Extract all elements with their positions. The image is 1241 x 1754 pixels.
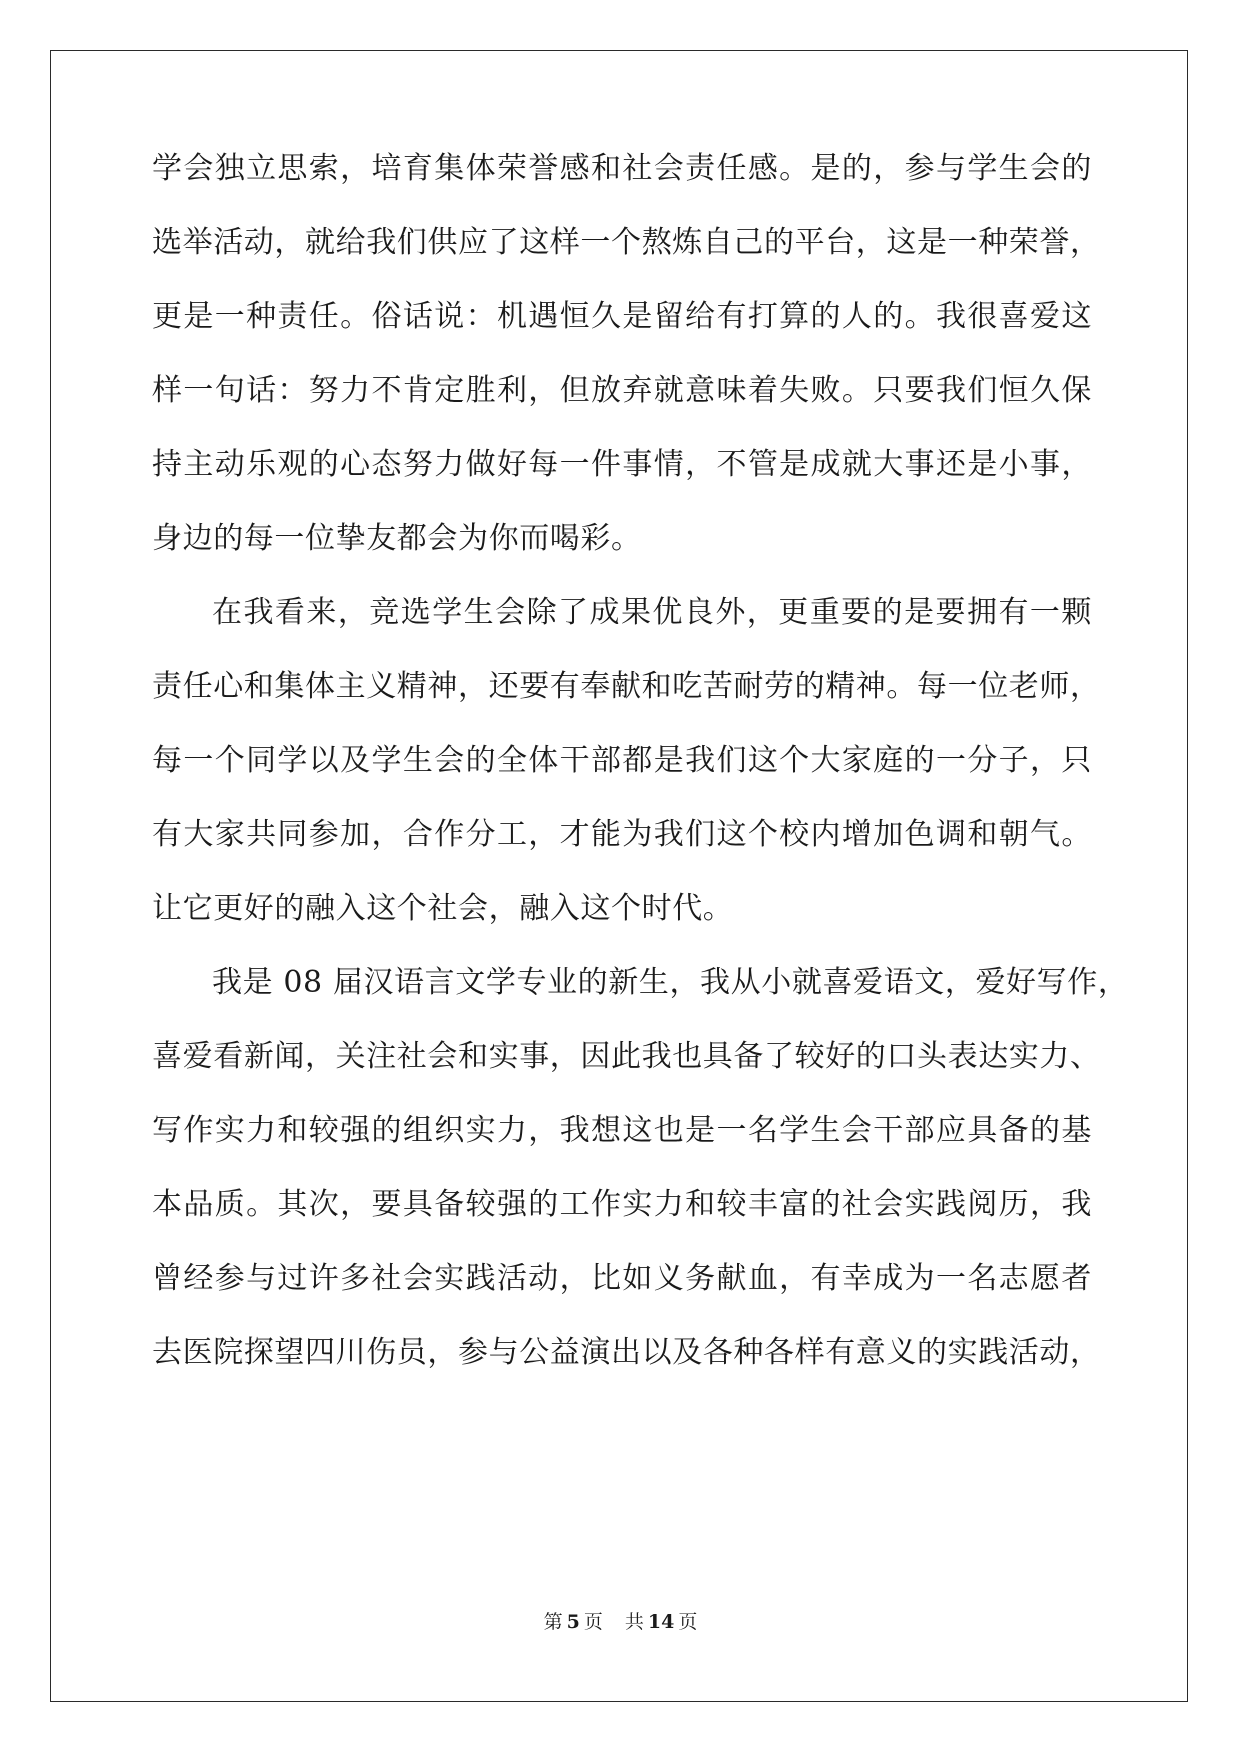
- page-suffix: 页: [583, 1611, 603, 1633]
- current-page-number: 5: [566, 1611, 580, 1633]
- body-text-line: 喜爱看新闻，关注社会和实事，因此我也具备了较好的口头表达实力、: [152, 1039, 1101, 1074]
- body-text-line: 选举活动，就给我们供应了这样一个熬炼自己的平台，这是一种荣誉，: [152, 225, 1101, 260]
- body-text-line: 本品质。其次，要具备较强的工作实力和较丰富的社会实践阅历，我: [152, 1187, 1092, 1222]
- body-text-line: 更是一种责任。俗话说：机遇恒久是留给有打算的人的。我很喜爱这: [152, 299, 1092, 334]
- page-footer: [0, 1610, 1241, 1634]
- body-text-line: 持主动乐观的心态努力做好每一件事情，不管是成就大事还是小事，: [152, 447, 1092, 482]
- paragraph-first-line: 我是 08 届汉语言文学专业的新生，我从小就喜爱语文，爱好写作，: [212, 965, 1129, 1000]
- body-text-line: 曾经参与过许多社会实践活动，比如义务献血，有幸成为一名志愿者: [152, 1261, 1092, 1296]
- body-text-line: 写作实力和较强的组织实力，我想这也是一名学生会干部应具备的基: [152, 1113, 1092, 1148]
- body-text-line: 样一句话：努力不肯定胜利，但放弃就意味着失败。只要我们恒久保: [152, 373, 1092, 408]
- total-page-count: 14: [647, 1611, 675, 1633]
- body-text-line: 学会独立思索，培育集体荣誉感和社会责任感。是的，参与学生会的: [152, 151, 1092, 186]
- body-text-line: 让它更好的融入这个社会，融入这个时代。: [152, 891, 734, 926]
- page-prefix: 第: [543, 1611, 563, 1633]
- body-text-line: 去医院探望四川伤员，参与公益演出以及各种各样有意义的实践活动，: [152, 1335, 1101, 1370]
- body-text-line: 每一个同学以及学生会的全体干部都是我们这个大家庭的一分子，只: [152, 743, 1092, 778]
- paragraph-first-line: 在我看来，竞选学生会除了成果优良外，更重要的是要拥有一颗: [212, 595, 1092, 630]
- body-text-line: 身边的每一位挚友都会为你而喝彩。: [152, 521, 642, 556]
- total-prefix: 共: [624, 1611, 644, 1633]
- total-suffix: 页: [678, 1611, 698, 1633]
- body-text-line: 责任心和集体主义精神，还要有奉献和吃苦耐劳的精神。每一位老师，: [152, 669, 1101, 704]
- body-text-line: 有大家共同参加，合作分工，才能为我们这个校内增加色调和朝气。: [152, 817, 1092, 852]
